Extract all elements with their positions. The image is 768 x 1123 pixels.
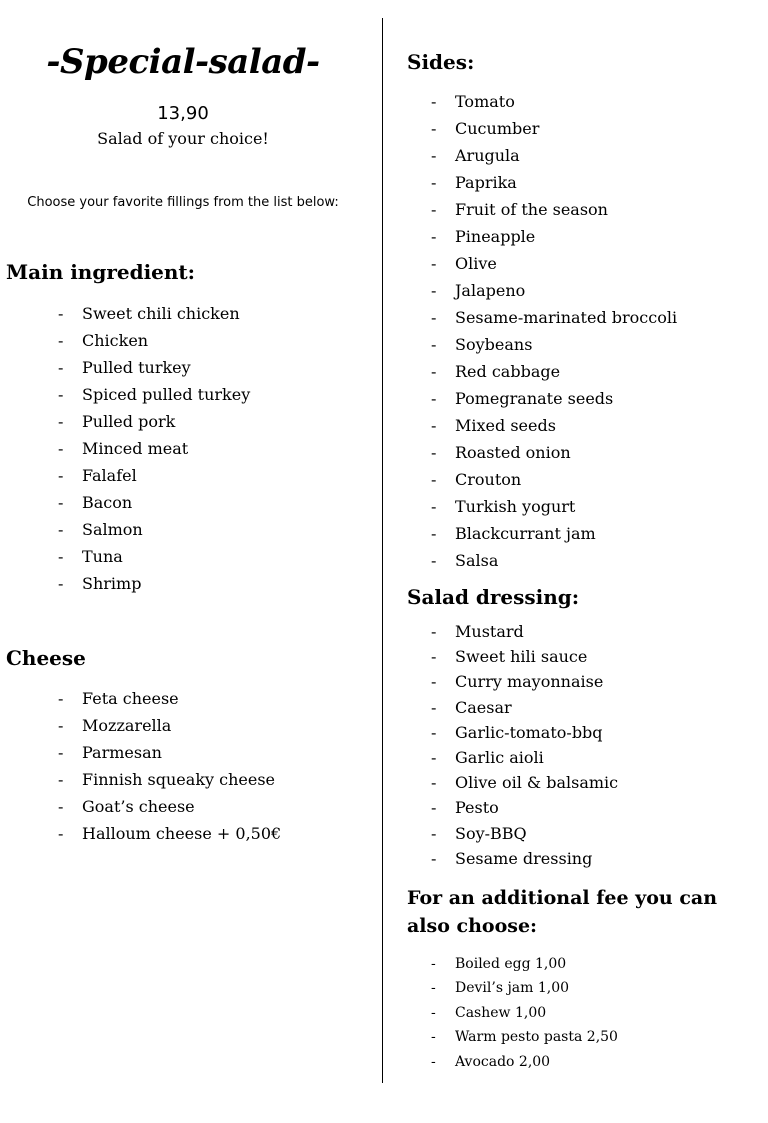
sides-list [431,92,677,578]
list-item: - Turkish yogurt [431,497,677,524]
main-ingredient-list [58,304,250,601]
list-item: - Garlic-tomato-bbq [431,723,618,748]
list-item: - Sweet chili chicken [58,304,250,331]
list-item: - Bacon [58,493,250,520]
list-item: - Warm pesto pasta 2,50 [431,1028,618,1052]
additional-fee-list [431,955,618,1077]
list-item: - Mixed seeds [431,416,677,443]
list-item: - Shrimp [58,574,250,601]
list-item: - Minced meat [58,439,250,466]
list-item: - Arugula [431,146,677,173]
list-item: - Devil’s jam 1,00 [431,979,618,1003]
main-ingredient-heading: Main ingredient: [6,260,196,284]
list-item: - Feta cheese [58,689,281,716]
list-item: - Salsa [431,551,677,578]
list-item: - Fruit of the season [431,200,677,227]
list-item: - Boiled egg 1,00 [431,955,618,979]
list-item: - Sesame-marinated broccoli [431,308,677,335]
list-item: - Salmon [58,520,250,547]
list-item: - Goat’s cheese [58,797,281,824]
sides-heading: Sides: [407,50,475,74]
list-item: - Soy-BBQ [431,824,618,849]
list-item: - Mozzarella [58,716,281,743]
list-item: - Sweet hili sauce [431,647,618,672]
list-item: - Garlic aioli [431,748,618,773]
list-item: - Pesto [431,798,618,823]
list-item: - Blackcurrant jam [431,524,677,551]
list-item: - Pulled turkey [58,358,250,385]
list-item: - Halloum cheese + 0,50€ [58,824,281,851]
list-item: - Pomegranate seeds [431,389,677,416]
list-item: - Tuna [58,547,250,574]
menu-subtitle: Salad of your choice! [97,129,269,148]
salad-dressing-list [431,622,618,874]
menu-price: 13,90 [157,103,209,124]
list-item: - Cashew 1,00 [431,1004,618,1028]
list-item: - Olive [431,254,677,281]
cheese-list [58,689,281,851]
list-item: - Roasted onion [431,443,677,470]
cheese-heading: Cheese [6,646,86,670]
list-item: - Pulled pork [58,412,250,439]
list-item: - Crouton [431,470,677,497]
menu-title: -Special-salad- [46,42,320,82]
list-item: - Paprika [431,173,677,200]
column-divider [382,18,383,1083]
list-item: - Jalapeno [431,281,677,308]
list-item: - Red cabbage [431,362,677,389]
additional-fee-heading: For an additional fee you can also choose: [407,887,718,937]
list-item: - Falafel [58,466,250,493]
list-item: - Pineapple [431,227,677,254]
list-item: - Mustard [431,622,618,647]
list-item: - Sesame dressing [431,849,618,874]
list-item: - Cucumber [431,119,677,146]
menu-instructions: Choose your favorite fillings from the list below: [27,195,339,210]
list-item: - Olive oil & balsamic [431,773,618,798]
list-item: - Soybeans [431,335,677,362]
list-item: - Caesar [431,698,618,723]
list-item: - Finnish squeaky cheese [58,770,281,797]
list-item: - Spiced pulled turkey [58,385,250,412]
list-item: - Curry mayonnaise [431,672,618,697]
list-item: - Parmesan [58,743,281,770]
list-item: - Chicken [58,331,250,358]
list-item: - Avocado 2,00 [431,1053,618,1077]
list-item: - Tomato [431,92,677,119]
salad-dressing-heading: Salad dressing: [407,585,580,609]
